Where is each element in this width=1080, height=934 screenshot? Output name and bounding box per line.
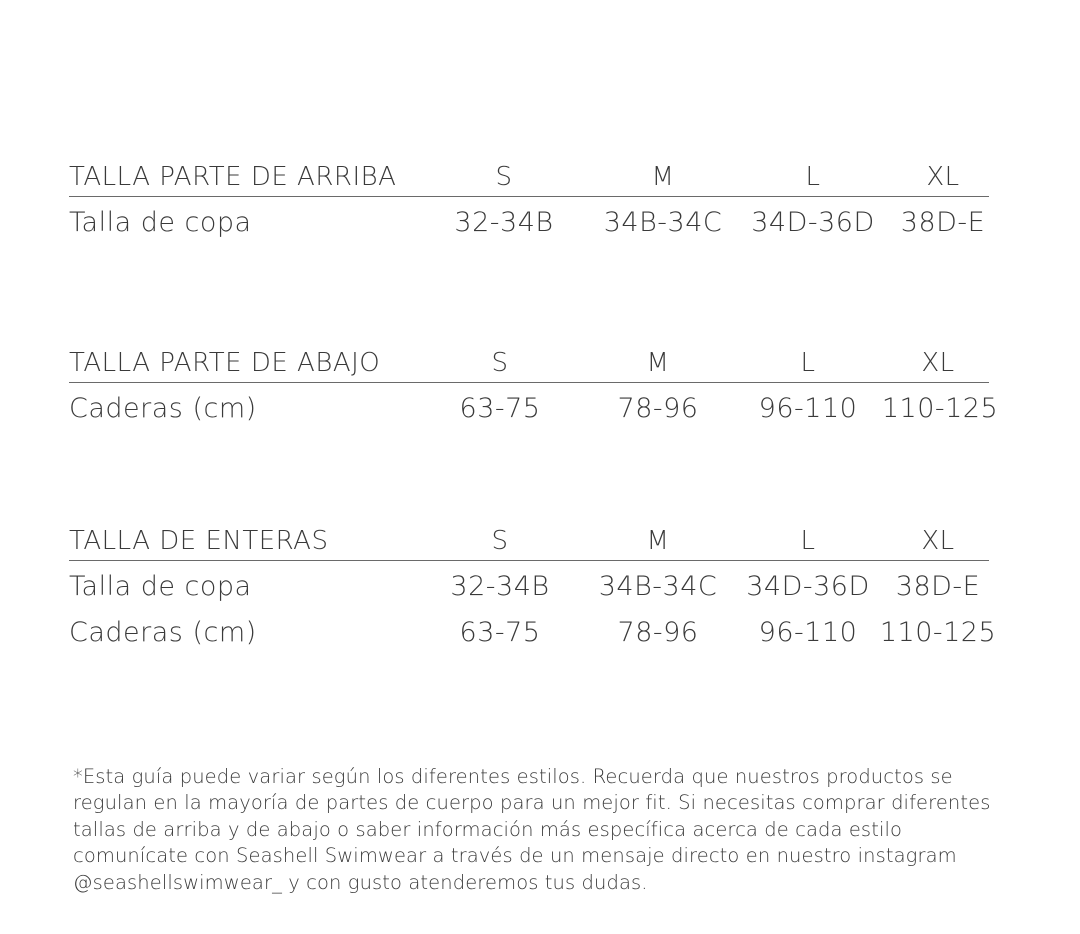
cell-value: 63-75: [459, 617, 541, 648]
size-header-m: M: [646, 526, 670, 556]
cell-value: 110-125: [879, 617, 997, 648]
size-table-top: [69, 160, 989, 243]
size-header-xl: XL: [926, 162, 960, 192]
cell-value: 34B-34C: [598, 571, 718, 602]
cell-value: 110-125: [881, 393, 999, 424]
size-header-l: L: [800, 348, 816, 378]
cell-value: 34D-36D: [746, 571, 870, 602]
table-title: TALLA DE ENTERAS: [69, 526, 329, 556]
size-table-one-piece: [69, 524, 997, 653]
cell-value: 78-96: [617, 617, 699, 648]
table-row: [69, 561, 989, 607]
size-header-l: L: [805, 162, 821, 192]
size-header-m: M: [651, 162, 675, 192]
size-header-l: L: [800, 526, 816, 556]
table-header: [69, 524, 989, 561]
cell-value: 96-110: [758, 393, 858, 424]
cell-value: 78-96: [617, 393, 699, 424]
table-title: TALLA PARTE DE ABAJO: [69, 348, 381, 378]
row-label: Caderas (cm): [69, 393, 257, 424]
cell-value: 96-110: [758, 617, 858, 648]
size-header-s: S: [495, 162, 513, 192]
size-header-s: S: [491, 348, 509, 378]
table-title: TALLA PARTE DE ARRIBA: [69, 162, 397, 192]
table-header: [69, 160, 989, 197]
table-row: [69, 607, 997, 653]
size-table-bottom: [69, 346, 999, 429]
size-header-xl: XL: [921, 526, 955, 556]
cell-value: 34D-36D: [751, 207, 875, 238]
table-row: [69, 383, 999, 429]
cell-value: 63-75: [459, 393, 541, 424]
cell-value: 32-34B: [450, 571, 550, 602]
size-header-xl: XL: [921, 348, 955, 378]
cell-value: 38D-E: [900, 207, 986, 238]
table-row: [69, 197, 989, 243]
cell-value: 32-34B: [454, 207, 554, 238]
size-header-s: S: [491, 526, 509, 556]
cell-value: 38D-E: [895, 571, 981, 602]
row-label: Caderas (cm): [69, 617, 257, 648]
row-label: Talla de copa: [69, 571, 252, 602]
table-header: [69, 346, 989, 383]
footnote-text: *Esta guía puede variar según los diferentes estilos. Recuerda que nuestros productos se regulan en la mayoría de partes de cuerpo para un mejor fit. Si necesitas comprar diferentes tallas de arriba y de abajo o saber información más específica acerca de cada estilo comunícate con Seashell Swimwear a través de un mensaje directo en nuestro instagram @seashellswimwear_ y con gusto atenderemos tus dudas.: [73, 764, 991, 894]
cell-value: 34B-34C: [603, 207, 723, 238]
size-header-m: M: [646, 348, 670, 378]
row-label: Talla de copa: [69, 207, 252, 238]
